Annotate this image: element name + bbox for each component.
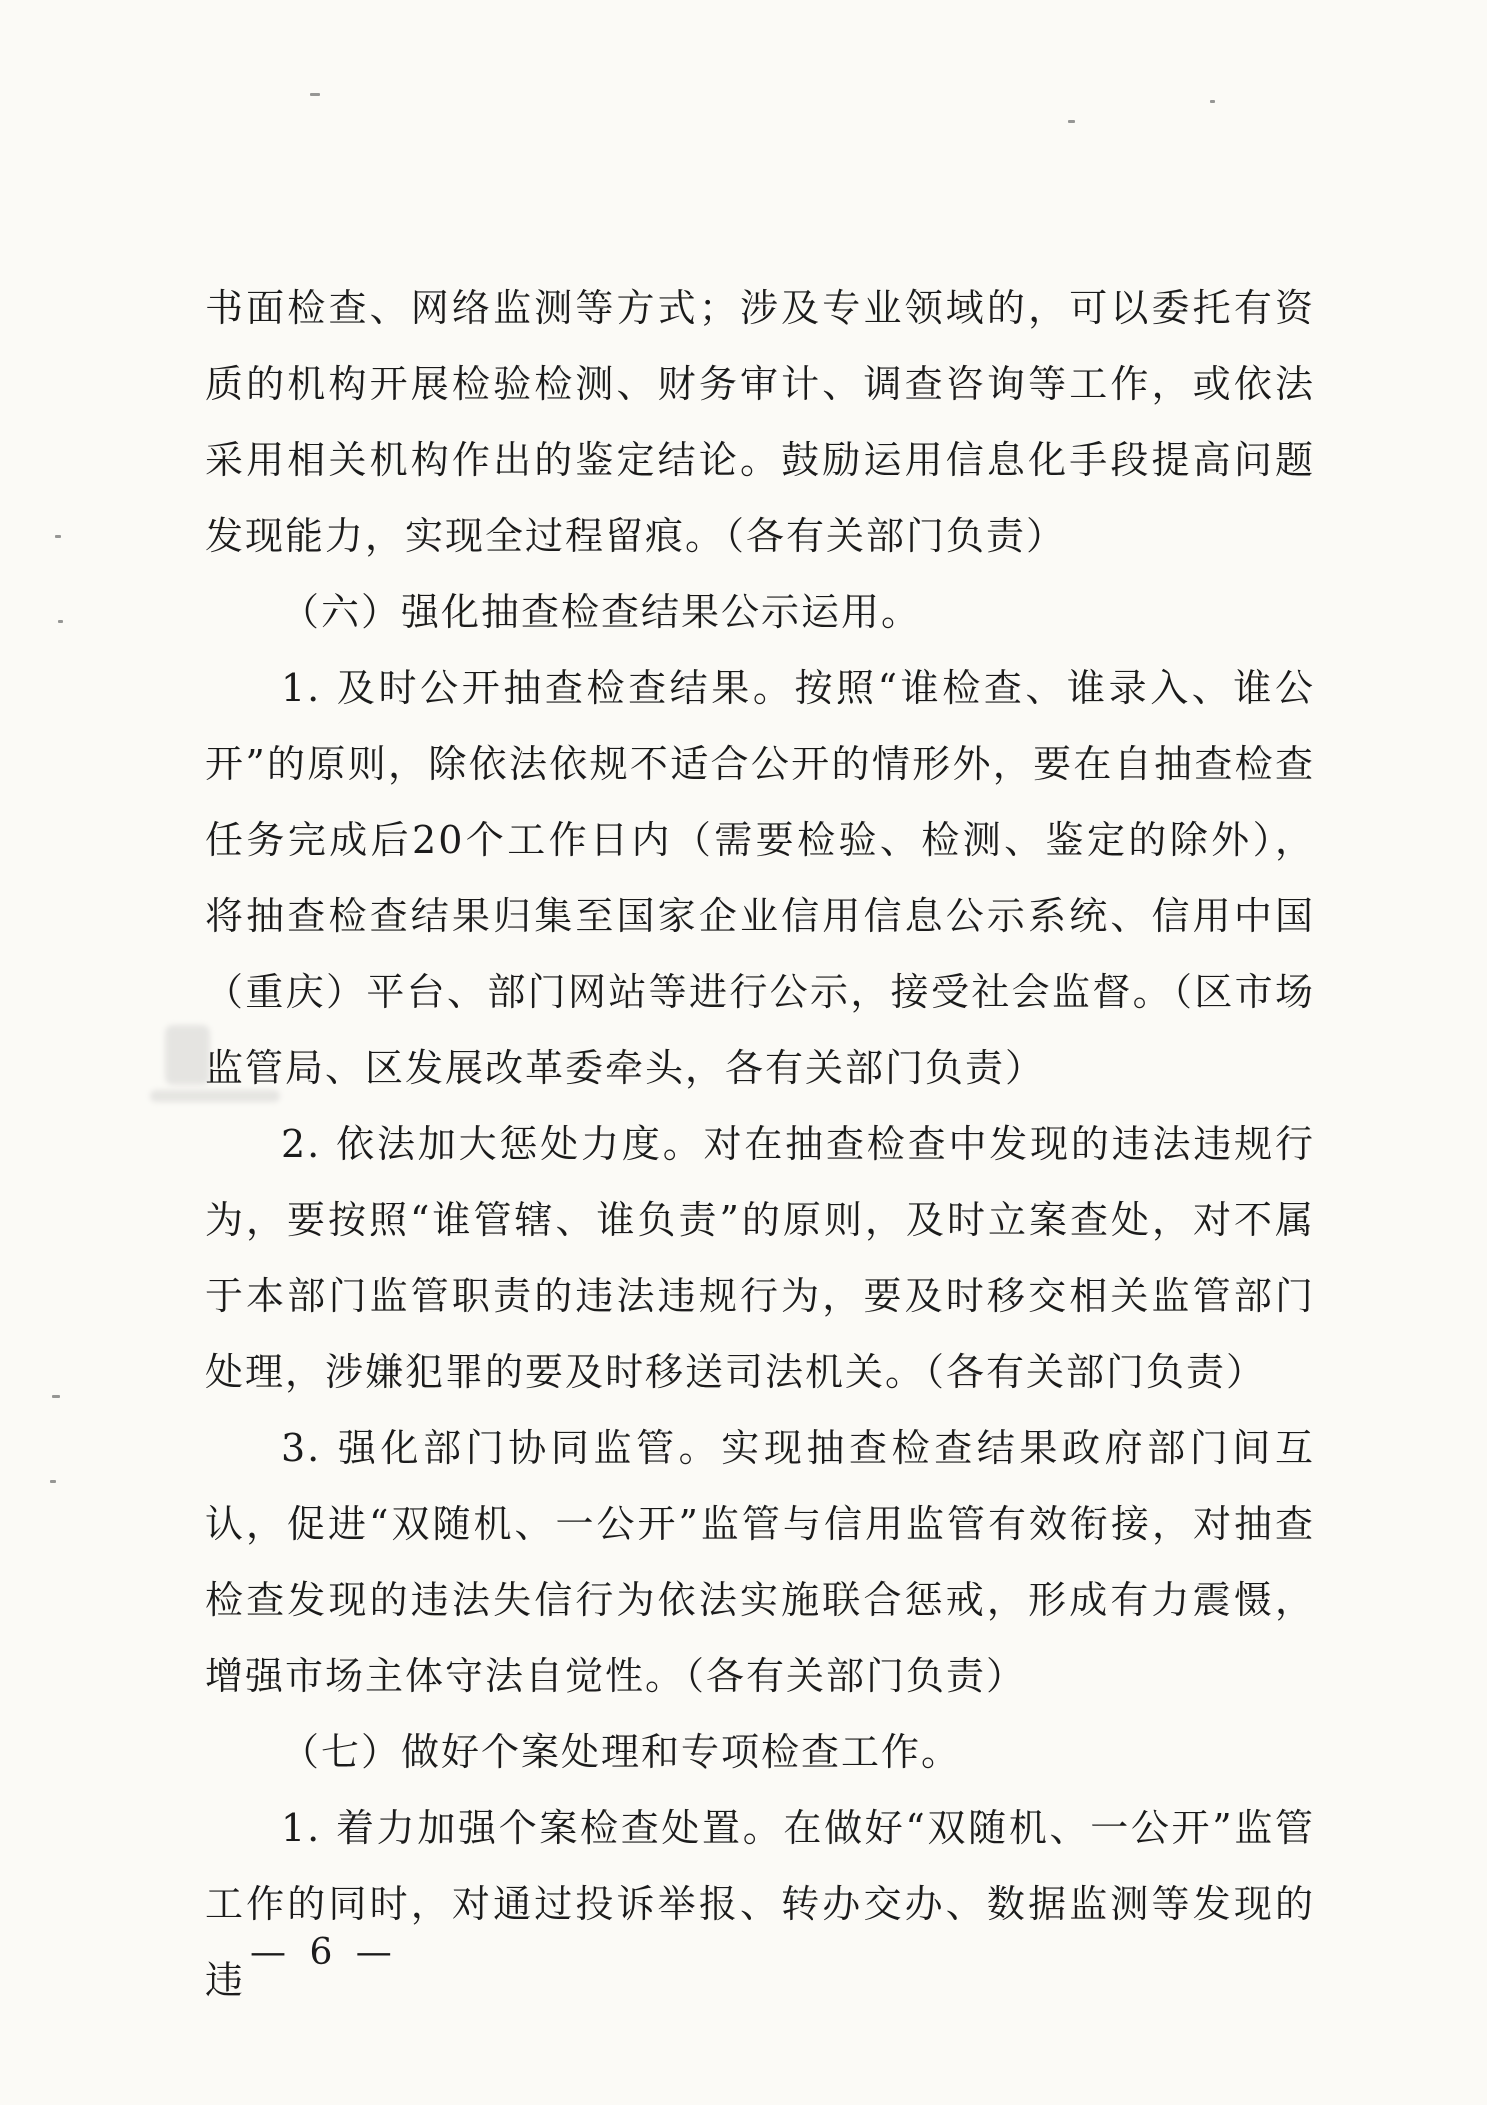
page-number: — 6 — [250, 1932, 398, 1973]
scan-speck [50, 1480, 56, 1483]
section-heading-six: （六）强化抽查检查结果公示运用。 [281, 590, 922, 634]
scan-speck [1210, 100, 1215, 103]
paragraph-item-1-section-seven: 1. 着力加强个案检查处置。在做好“双随机、一公开”监管工作的同时，对通过投诉举报、转办交办、数据监测等发现的违 [205, 1806, 1315, 2002]
paragraph-item-1: 1. 及时公开抽查检查结果。按照“谁检查、谁录入、谁公开”的原则，除依法依规不适合公开的情形外，要在自抽查检查任务完成后20个工作日内（需要检验、检测、鉴定的除外），将抽查检查结果归集至国家企业信用信息公示系统、信用中国（重庆）平台、部门网站等进行公示，接受社会监督。（区市场监管局、区发展改革委牵头，各有关部门负责） [205, 666, 1315, 1090]
section-heading-seven: （七）做好个案处理和专项检查工作。 [281, 1730, 962, 1774]
scan-speck [310, 93, 320, 96]
body-text [205, 270, 1315, 2018]
scan-speck [52, 1395, 60, 1398]
paragraph-item-2: 2. 依法加大惩处力度。对在抽查检查中发现的违法违规行为，要按照“谁管辖、谁负责”的原则，及时立案查处，对不属于本部门监管职责的违法违规行为，要及时移交相关监管部门处理，涉嫌犯罪的要及时移送司法机关。（各有关部门负责） [205, 1122, 1315, 1394]
scan-speck [55, 535, 61, 538]
paragraph-continuation: 书面检查、网络监测等方式；涉及专业领域的，可以委托有资质的机构开展检验检测、财务审计、调查咨询等工作，或依法采用相关机构作出的鉴定结论。鼓励运用信息化手段提高问题发现能力，实现全过程留痕。（各有关部门负责） [205, 286, 1315, 558]
scan-speck [58, 620, 63, 623]
scan-speck [1068, 120, 1075, 123]
scan-smudge [165, 1025, 210, 1085]
paragraph-item-3: 3. 强化部门协同监管。实现抽查检查结果政府部门间互认，促进“双随机、一公开”监管与信用监管有效衔接，对抽查检查发现的违法失信行为依法实施联合惩戒，形成有力震慑，增强市场主体守法自觉性。（各有关部门负责） [205, 1426, 1315, 1698]
